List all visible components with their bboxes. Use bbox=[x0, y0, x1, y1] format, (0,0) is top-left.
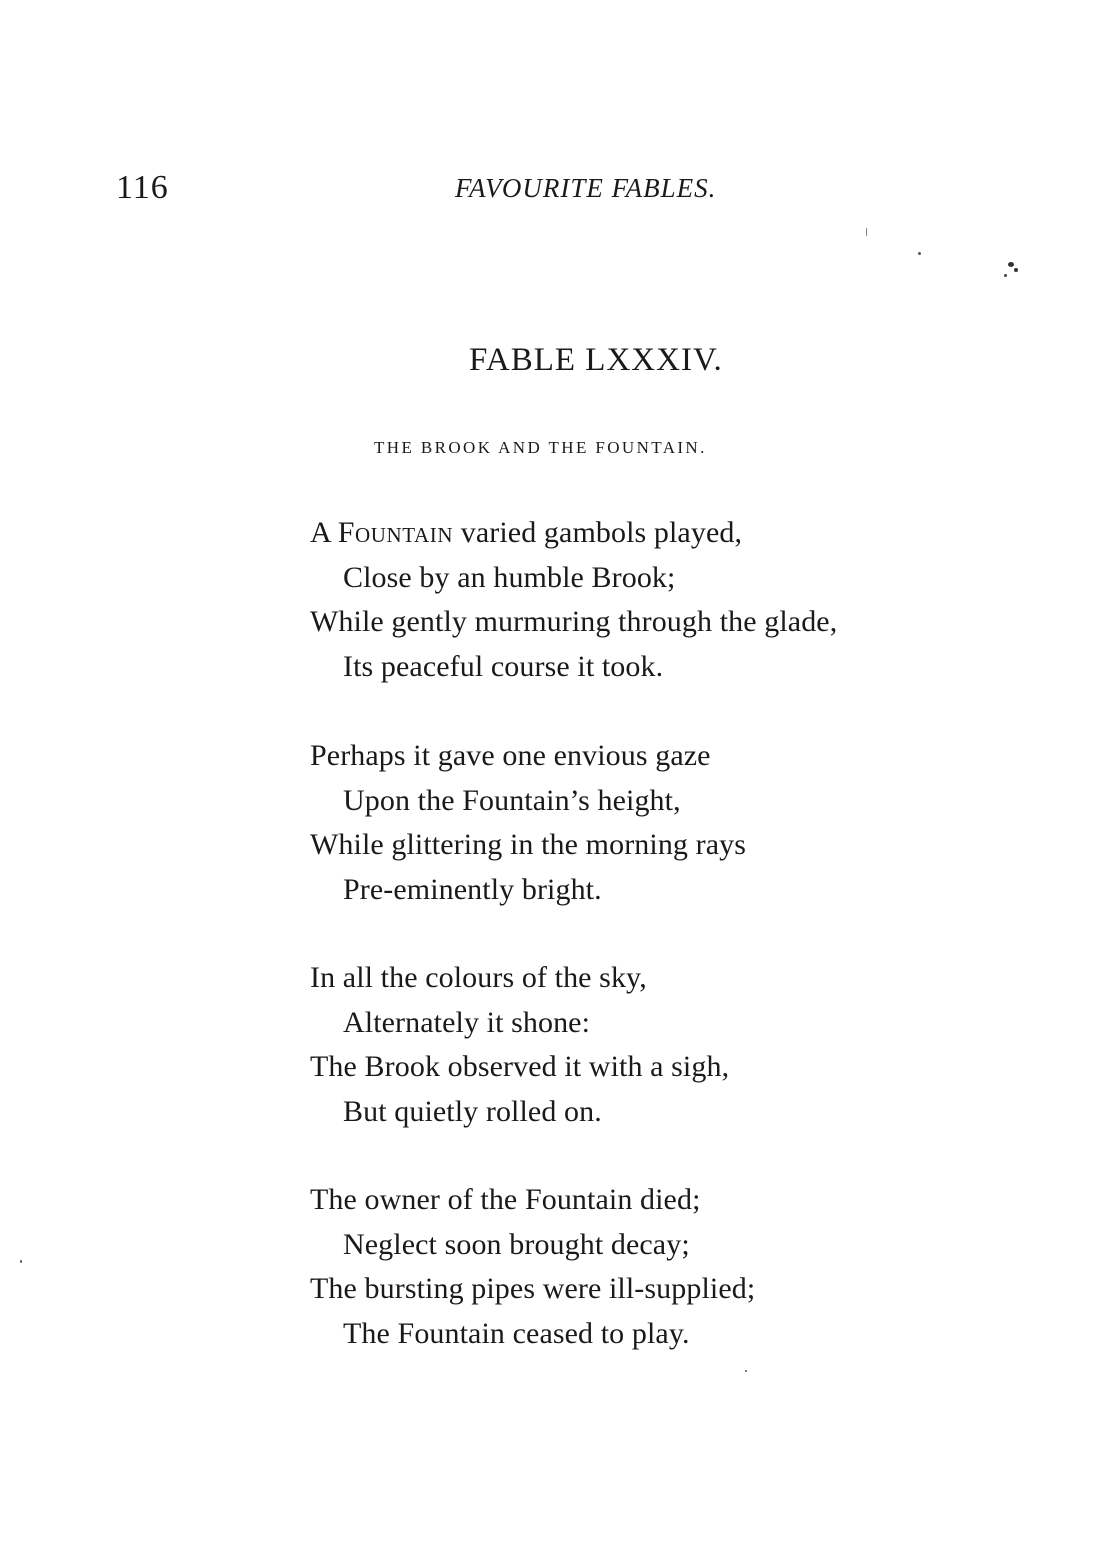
paper-speck bbox=[1008, 262, 1014, 267]
poem-line: The Fountain ceased to play. bbox=[343, 1316, 690, 1350]
paper-speck bbox=[1014, 268, 1018, 272]
paper-speck bbox=[1004, 274, 1007, 277]
stanza-3 bbox=[310, 956, 990, 1134]
poem-line: Upon the Fountain’s height, bbox=[343, 783, 681, 817]
paper-speck bbox=[20, 1260, 22, 1263]
fable-subtitle: THE BROOK AND THE FOUNTAIN. bbox=[374, 438, 707, 457]
poem-line: Alternately it shone: bbox=[343, 1005, 591, 1039]
poem-line: The owner of the Fountain died; bbox=[310, 1183, 701, 1216]
paper-speck bbox=[745, 1370, 747, 1372]
poem-line: While gently murmuring through the glade, bbox=[310, 605, 838, 638]
poem-line-lead: A bbox=[310, 516, 338, 549]
poem-line: Pre-eminently bright. bbox=[343, 872, 602, 906]
poem-line-rest: varied gambols played, bbox=[453, 516, 743, 549]
fable-title: FABLE LXXXIV. bbox=[469, 342, 723, 378]
stanza-2 bbox=[310, 734, 990, 912]
poem-line: Neglect soon brought decay; bbox=[343, 1227, 690, 1261]
poem-line-smallcaps: Fountain bbox=[337, 516, 454, 549]
poem-line bbox=[310, 511, 990, 556]
stanza-4 bbox=[310, 1178, 990, 1356]
poem-line: Perhaps it gave one envious gaze bbox=[310, 739, 711, 772]
paper-speck bbox=[918, 252, 921, 255]
poem-line: Its peaceful course it took. bbox=[343, 649, 664, 683]
poem-line: Close by an humble Brook; bbox=[343, 560, 676, 594]
poem-line: The bursting pipes were ill-supplied; bbox=[310, 1272, 756, 1305]
running-head: FAVOURITE FABLES. bbox=[455, 173, 717, 203]
page-number: 116 bbox=[116, 169, 169, 206]
stanza-1 bbox=[310, 511, 990, 689]
poem-line: The Brook observed it with a sigh, bbox=[310, 1050, 730, 1083]
poem-line: But quietly rolled on. bbox=[343, 1094, 602, 1128]
poem-line: In all the colours of the sky, bbox=[310, 961, 647, 994]
poem-line: While glittering in the morning rays bbox=[310, 828, 747, 861]
paper-speck bbox=[866, 228, 867, 236]
